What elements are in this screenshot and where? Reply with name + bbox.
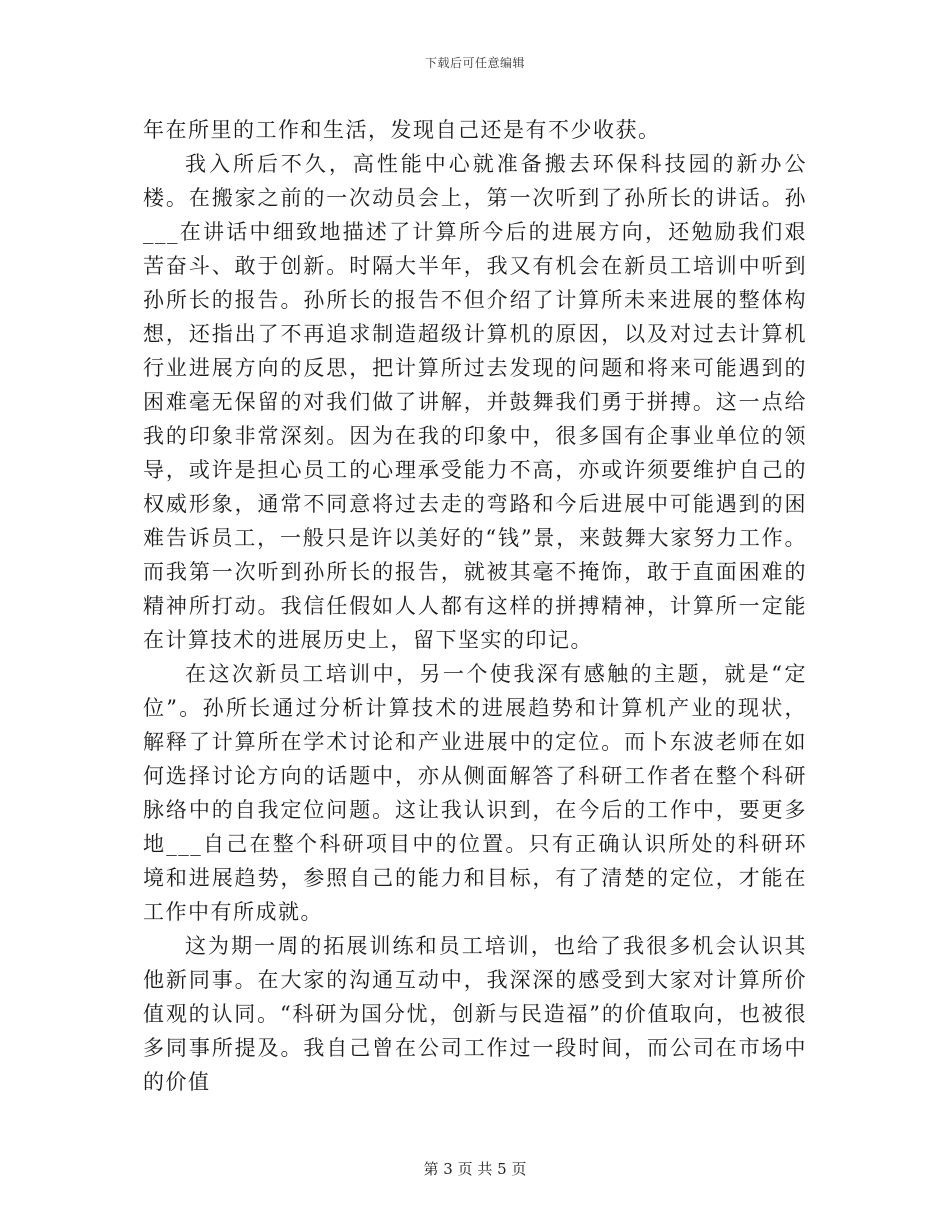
- paragraph-report: 我入所后不久，高性能中心就准备搬去环保科技园的新办公楼。在搬家之前的一次动员会上，第一次听到了孙所长的讲话。孙___在讲话中细致地描述了计算所今后的进展方向，还勉励我们艰苦奋斗、敢于创新。时隔大半年，我又有机会在新员工培训中听到孙所长的报告。孙所长的报告不但介绍了计算所未来进展的整体构想，还指出了不再追求制造超级计算机的原因，以及对过去计算机行业进展方向的反思，把计算所过去发现的问题和将来可能遇到的困难毫无保留的对我们做了讲解，并鼓舞我们勇于拼搏。这一点给我的印象非常深刻。因为在我的印象中，很多国有企事业单位的领导，或许是担心员工的心理承受能力不高，亦或许须要维护自己的权威形象，通常不同意将过去走的弯路和今后进展中可能遇到的困难告诉员工，一般只是许以美好的“钱”景，来鼓舞大家努力工作。而我第一次听到孙所长的报告，就被其毫不掩饰，敢于直面困难的精神所打动。我信任假如人人都有这样的拼搏精神，计算所一定能在计算技术的进展历史上，留下坚实的印记。: [143, 152, 807, 652]
- paragraph-continuation: 年在所里的工作和生活，发现自己还是有不少收获。: [143, 118, 661, 142]
- paragraph-training: 这为期一周的拓展训练和员工培训，也给了我很多机会认识其他新同事。在大家的沟通互动中，我深深的感受到大家对计算所价值观的认同。“科研为国分忧，创新与民造福”的价值取向，也被很多同事所提及。我自己曾在公司工作过一段时间，而公司在市场中的价值: [143, 934, 807, 1094]
- paragraph-positioning: 在这次新员工培训中，另一个使我深有感触的主题，就是“定位”。孙所长通过分析计算技术的进展趋势和计算机产业的现状，解释了计算所在学术讨论和产业进展中的定位。而卜东波老师在如何选择讨论方向的话题中，亦从侧面解答了科研工作者在整个科研脉络中的自我定位问题。这让我认识到，在今后的工作中，要更多地___自己在整个科研项目中的位置。只有正确认识所处的科研环境和进展趋势，参照自己的能力和目标，有了清楚的定位，才能在工作中有所成就。: [143, 662, 807, 924]
- page-number: 第 3 页 共 5 页: [423, 1160, 527, 1178]
- document-body: [143, 113, 807, 1099]
- page-header: 下载后可任意编辑: [424, 56, 525, 70]
